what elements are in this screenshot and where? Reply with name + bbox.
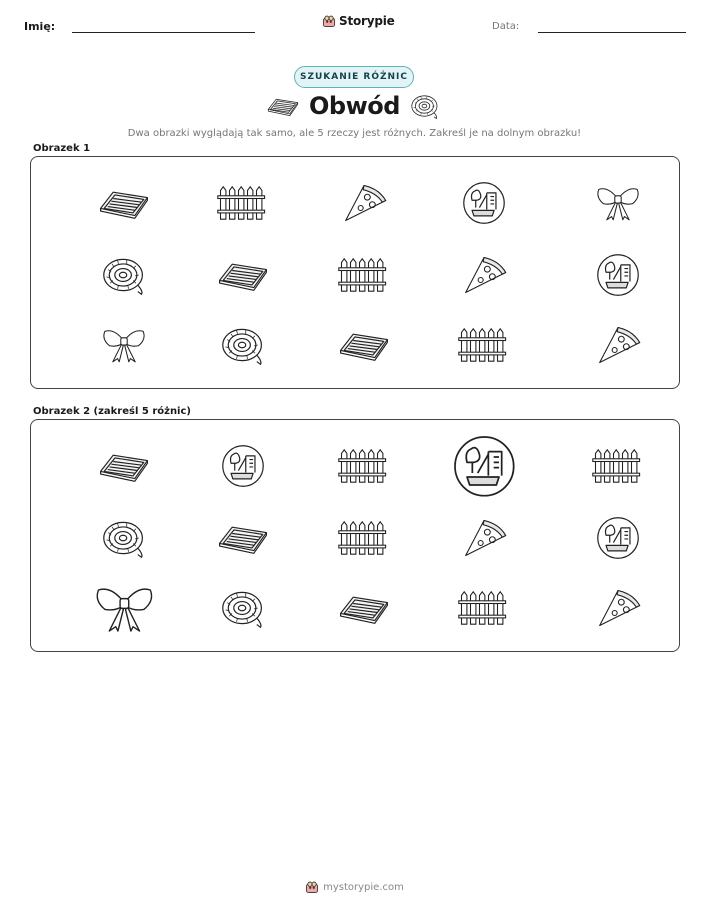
instructions: Dwa obrazki wyglądają tak samo, ale 5 rzeczy jest różnych. Zakreśl je na dolnym obrazku! (127, 128, 582, 139)
storypie-logo-icon (305, 880, 319, 894)
picture-item[interactable] (337, 256, 391, 294)
pizza-slice-icon (459, 253, 509, 297)
trampoline-icon (216, 257, 270, 293)
pizza-slice-icon (593, 586, 643, 630)
storypie-logo-icon (322, 14, 336, 28)
date-label: Data: (492, 21, 520, 32)
name-label: Imię: (24, 20, 56, 33)
picture-item[interactable] (100, 324, 148, 366)
pizza-slice-icon (339, 181, 389, 225)
playground-icon (220, 443, 266, 489)
brand-logo (322, 14, 395, 28)
fence-icon (457, 589, 511, 627)
trampoline-icon (337, 590, 391, 626)
picture-item[interactable] (97, 185, 151, 221)
picture-item[interactable] (337, 590, 391, 626)
picture-item[interactable] (216, 257, 270, 293)
picture-item[interactable] (220, 587, 266, 629)
name-field[interactable] (72, 32, 255, 33)
picture-item[interactable] (451, 433, 518, 500)
bow-icon (92, 580, 157, 637)
fence-icon (457, 326, 511, 364)
picture-item[interactable] (594, 182, 642, 224)
picture-item[interactable] (595, 515, 641, 561)
footer (0, 880, 709, 894)
picture-item[interactable] (459, 253, 509, 297)
category-badge: SZUKANIE RÓŻNIC (294, 66, 414, 88)
rope-coil-icon (220, 587, 266, 629)
bow-icon (594, 182, 642, 224)
rope-coil-icon (101, 254, 147, 296)
picture-item[interactable] (461, 180, 507, 226)
picture-2-label: Obrazek 2 (zakreśl 5 różnic) (33, 406, 191, 417)
title-row (0, 90, 709, 126)
picture-item[interactable] (216, 520, 270, 556)
worksheet-header (0, 0, 709, 50)
fence-icon (337, 447, 391, 485)
picture-item[interactable] (220, 324, 266, 366)
fence-icon (216, 184, 270, 222)
picture-2-panel (30, 419, 680, 652)
bow-icon (100, 324, 148, 366)
picture-item[interactable] (459, 516, 509, 560)
picture-item[interactable] (101, 517, 147, 559)
picture-item[interactable] (595, 252, 641, 298)
pizza-slice-icon (593, 323, 643, 367)
rope-coil-icon (220, 324, 266, 366)
picture-1-panel (30, 156, 680, 389)
picture-item[interactable] (101, 254, 147, 296)
picture-item[interactable] (220, 443, 266, 489)
trampoline-icon (216, 520, 270, 556)
picture-item[interactable] (339, 181, 389, 225)
pizza-slice-icon (459, 516, 509, 560)
rope-coil-icon (101, 517, 147, 559)
trampoline-icon (337, 327, 391, 363)
trampoline-icon (97, 448, 151, 484)
picture-item[interactable] (593, 586, 643, 630)
page-title: Obwód (309, 92, 400, 120)
picture-item[interactable] (457, 326, 511, 364)
picture-item[interactable] (97, 448, 151, 484)
picture-item[interactable] (591, 447, 645, 485)
picture-item[interactable] (216, 184, 270, 222)
fence-icon (337, 519, 391, 557)
trampoline-icon (97, 185, 151, 221)
rope-coil-icon (410, 92, 440, 120)
picture-item[interactable] (337, 447, 391, 485)
picture-item[interactable] (92, 580, 157, 637)
date-field[interactable] (538, 32, 686, 33)
playground-icon (595, 252, 641, 298)
fence-icon (591, 447, 645, 485)
picture-item[interactable] (593, 323, 643, 367)
picture-item[interactable] (457, 589, 511, 627)
fence-icon (337, 256, 391, 294)
playground-icon (595, 515, 641, 561)
playground-icon (451, 433, 518, 500)
picture-1-label: Obrazek 1 (33, 143, 91, 154)
picture-item[interactable] (337, 519, 391, 557)
playground-icon (461, 180, 507, 226)
footer-url: mystorypie.com (323, 881, 404, 893)
brand-name: Storypie (339, 14, 395, 28)
picture-item[interactable] (337, 327, 391, 363)
